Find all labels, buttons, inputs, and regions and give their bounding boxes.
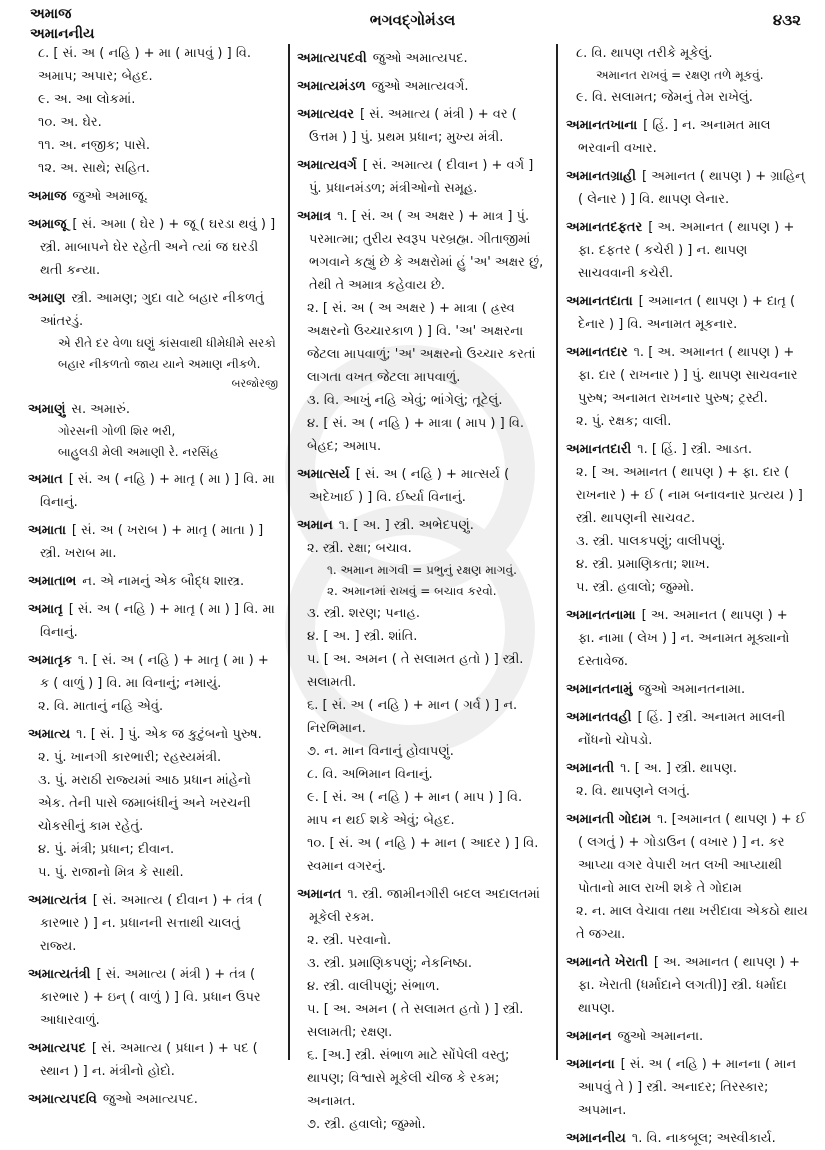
definition-text: ૧. અમાન માગવી = પ્રભુનું રક્ષણ માગવું. — [327, 563, 517, 577]
definition-text: જુઓ અમાત્યવર્ગ. — [371, 79, 469, 94]
headword: અમાત્યપદવિ — [28, 1092, 97, 1107]
dictionary-entry — [566, 604, 808, 673]
dictionary-entry — [28, 598, 278, 644]
dictionary-entry — [297, 75, 545, 98]
definition-text: ૮. [ સં. અ ( નહિ ) + મા ( માપવું ) ] વિ. અમાપ; અપાર; બેહદ. — [38, 46, 252, 84]
column-divider — [556, 44, 558, 1060]
headword: અમાનતે ખેરાતી — [566, 955, 648, 970]
definition-text: ૪. [ અ. ] સ્ત્રી. શાંતિ. — [307, 629, 418, 644]
dictionary-entry — [566, 438, 808, 461]
definition-text: એ રીતે દર વેળા ઘણું કાંસવાથી ધીમેધીમે સરકો બહાર નીકળતો જાય યાને અમાણ નીકળે. — [58, 336, 276, 371]
headword: અમાણ — [28, 291, 66, 306]
definition-text: ગોરસની ગોળી શિર ભરી, — [58, 424, 176, 438]
dictionary-entry — [566, 1127, 808, 1150]
entry-sense — [297, 740, 545, 763]
entry-sense — [566, 461, 808, 530]
headword: અમાત્સર્ય — [297, 467, 350, 482]
entry-sense — [566, 530, 808, 553]
definition-text: બાહુલડી મેલી અમાણી રે. નરસિંહ — [58, 445, 219, 459]
definition-text: ૩. સ્ત્રી. શરણ; પનાહ. — [307, 606, 420, 621]
definition-text: જુઓ અમાનતનામા. — [638, 682, 746, 697]
column-3 — [566, 42, 808, 1150]
definition-text: ૫. [ અ. અમન ( તે સલામત હતો ) ] સ્ત્રી. સલામતી. — [307, 652, 524, 690]
definition-text: જુઓ અમાજૂ. — [72, 189, 148, 204]
definition-text: ૮. વિ. અભિમાન વિનાનું. — [307, 767, 433, 782]
definition-text: [ સં. અમાત્ય ( મંત્રી ) + તંત્ર ( કારભાર ) + ઇન્ ( વાળું ) ] વિ. પ્રધાન ઉપર આધારવાળું. — [40, 967, 261, 1028]
definition-text: ૧. વિ. નાકબૂલ; અસ્વીકાર્ય. — [631, 1131, 776, 1146]
definition-text: સ્ત્રી. આમણ; ગુદા વાટે બહાર નીકળતું આંતરડું. — [40, 291, 264, 329]
definition-text: ૨. સ્ત્રી. પરવાનો. — [307, 933, 392, 948]
dictionary-entry — [28, 889, 278, 958]
definition-text: ૬. [ સં. અ ( નહિ ) + માન ( ગર્વ ) ] ન. નિરભિમાન. — [307, 698, 518, 736]
dictionary-entry — [566, 290, 808, 336]
entry-sense — [28, 746, 278, 769]
dictionary-entry — [566, 165, 808, 211]
headword: અમાનતનામું — [566, 682, 633, 697]
dictionary-entry — [28, 468, 278, 514]
definition-text: ૩. પું. મરાઠી રાજ્યમાં આઠ પ્રધાન માંહેનો એક. તેની પાસે જમાબંધીનું અને ખરચની ચોકસીનું કામ રહેતું. — [38, 773, 251, 834]
headword: અમાણું — [28, 402, 66, 417]
dictionary-entry — [28, 649, 278, 695]
headword: અમાન — [297, 518, 333, 533]
definition-text: ૧. [ અ. ] સ્ત્રી. થાપણ. — [620, 761, 737, 776]
entry-sense — [28, 111, 278, 134]
definition-text: જુઓ અમાત્યપદ. — [102, 1092, 198, 1107]
definition-text: ૨. [ અ. અમાનત ( થાપણ ) + ફા. દાર ( રાખનાર ) + ઈ ( નામ બનાવનાર પ્રત્યય ) ] સ્ત્રી. થાપણની સાચવટ. — [576, 465, 803, 526]
dictionary-entry — [566, 114, 808, 160]
headword: અમાત — [28, 472, 63, 487]
definition-text: ૧. [ અ. અમાનત ( થાપણ ) + ફા. દાર ( રાખનાર ) ] પું. થાપણ સાચવનાર પુરુષ; અનામત રાખનાર પુરુષ; ટ્રસ્ટી. — [578, 345, 798, 406]
dictionary-entry — [28, 287, 278, 333]
headword: અમાનતનામા — [566, 608, 636, 623]
entry-sense — [297, 625, 545, 648]
definition-text: [ સં. અ ( નહિ ) + માત્સર્ય ( અદેખાઈ ) ] વિ. ઈર્ષ્યા વિનાનું. — [309, 467, 510, 505]
definition-text: ૨. ન. માલ વેચાવા તથા ખરીદાવા એકઠો થાય તે જગ્યા. — [576, 904, 808, 942]
entry-sense — [297, 1113, 545, 1136]
entry-sense — [566, 553, 808, 576]
column-2 — [297, 42, 545, 1136]
entry-sense — [566, 900, 808, 946]
dictionary-entry — [28, 570, 278, 593]
definition-text: ૨. વિ. માતાનું નહિ એવું. — [38, 699, 164, 714]
dictionary-entry — [297, 103, 545, 149]
definition-text: [ અમાનત ( થાપણ ) + દાતૃ ( દેનાર ) ] વિ. અનામત મૂકનાર. — [578, 294, 796, 332]
dictionary-entry — [297, 463, 545, 509]
dictionary-entry — [566, 1025, 808, 1048]
entry-sense — [297, 297, 545, 389]
definition-text: સ. અમારું. — [71, 402, 130, 417]
entry-sense — [28, 157, 278, 180]
headword: અમાનતદારી — [566, 442, 632, 457]
dictionary-entry — [566, 951, 808, 1020]
definition-text: ૨. પું. રક્ષક; વાલી. — [576, 414, 672, 429]
headword: અમાનતદાર — [566, 345, 628, 360]
headword: અમાત્ય — [28, 727, 71, 742]
definition-text: ૪. સ્ત્રી. વાલીપણું; સંભાળ. — [307, 979, 440, 994]
entry-sense — [297, 786, 545, 832]
headword: અમાત્યતંત્ર — [28, 893, 87, 908]
headword: અમાનતી — [566, 761, 615, 776]
definition-text: [ સં. અમાત્ય ( પ્રધાન ) + પદ ( સ્થાન ) ] ન. મંત્રીનો હોદો. — [40, 1041, 258, 1079]
headword: અમાનતખાના — [566, 118, 638, 133]
usage-quote — [297, 560, 545, 581]
entry-sense — [297, 763, 545, 786]
dictionary-entry — [297, 47, 545, 70]
definition-text: [ સં. અ ( નહિ ) + માતૃ ( મા ) ] વિ. મા વિનાનું. — [40, 602, 275, 640]
definition-text: [ સં. અમાત્ય ( દીવાન ) + તંત્ર ( કારભાર ) ] ન. પ્રધાનની સત્તાથી ચાલતું રાજ્ય. — [40, 893, 263, 954]
definition-text: ૧૦. [ સં. અ ( નહિ ) + માન ( આદર ) ] વિ. સ્વમાન વગરનું. — [307, 836, 539, 874]
definition-text: ૨. અમાનમાં રાખવું = બચાવ કરવો. — [327, 584, 497, 598]
entry-sense — [566, 780, 808, 803]
definition-text: ૧. [ સં. ] પું. એક જ કુટુંબનો પુરુષ. — [76, 727, 262, 742]
entry-sense — [28, 695, 278, 718]
definition-text: ૪. પું. મંત્રી; પ્રધાન; દીવાન. — [38, 842, 175, 857]
headword: અમાનન — [566, 1029, 612, 1044]
definition-text: ૧. [ અ. ] સ્ત્રી. અભેદપણું. — [338, 518, 474, 533]
headword: અમાતૃ — [28, 602, 63, 617]
definition-text: ૫. સ્ત્રી. હવાલો; જુમ્મો. — [576, 580, 695, 595]
entry-sense — [28, 134, 278, 157]
headword: અમાતા — [28, 523, 66, 538]
entry-sense — [297, 929, 545, 952]
headword: અમાનતવહી — [566, 710, 632, 725]
headword: અમાત્યવર — [297, 107, 354, 122]
dictionary-entry — [566, 706, 808, 752]
definition-text: અમાનત રાખવું = રક્ષણ તળે મૂકવું. — [596, 68, 764, 82]
definition-text: ૨. સ્ત્રી. રક્ષા; બચાવ. — [307, 541, 412, 556]
headword: અમાનતગ્રાહી — [566, 169, 637, 184]
entry-sense — [297, 602, 545, 625]
dictionary-entry — [28, 723, 278, 746]
usage-quote — [28, 442, 278, 463]
definition-text: ૧. સ્ત્રી. જામીનગીરી બદલ અદાલતમાં મૂકેલી રકમ. — [309, 887, 540, 925]
dictionary-entry — [297, 514, 545, 537]
definition-text: જુઓ અમાત્યપદ. — [372, 51, 468, 66]
entry-sense — [297, 537, 545, 560]
definition-text: ૨. [ સં. અ ( અ અક્ષર ) + માત્રા ( હ્રસ્વ અક્ષરનો ઉચ્ચારકાળ ) ] વિ. 'અ' અક્ષરના જેટલા માપવાળું; 'અ' અક્ષરનો ઉચ્ચાર કરતાં લાગતા વખત જેટલા માપવાળું. — [307, 301, 536, 385]
definition-text: [ સં. અ ( નહિ ) + માતૃ ( મા ) ] વિ. મા વિનાનું. — [40, 472, 275, 510]
entry-sense — [28, 42, 278, 88]
dictionary-entry — [28, 519, 278, 565]
headword: અમાત્યવર્ગ — [297, 158, 357, 173]
headword: અમાત્યપદ — [28, 1041, 86, 1056]
definition-text: ૬. [અ.] સ્ત્રી. સંભાળ માટે સોંપેલી વસ્તુ; થાપણ; વિશ્વાસે મૂકેલી ચીજ કે રકમ; અનામત. — [307, 1048, 510, 1109]
dictionary-entry — [28, 1037, 278, 1083]
entry-sense — [28, 769, 278, 838]
entry-sense — [297, 648, 545, 694]
dictionary-entry — [297, 205, 545, 297]
definition-text: બરજોરજી — [231, 377, 278, 390]
dictionary-entry — [566, 678, 808, 701]
guide-word-last: અમાનનીય — [30, 26, 95, 42]
book-title: ભગવદ્ગોમંડલ — [369, 11, 456, 29]
column-divider — [288, 44, 290, 1060]
dictionary-entry — [28, 213, 278, 282]
definition-text: ૩. સ્ત્રી. પ્રમાણિકપણું; નેકનિષ્ઠા. — [307, 956, 473, 971]
entry-sense — [297, 998, 545, 1044]
definition-text: ૯. વિ. સલામત; જેમનું તેમ રાખેલું. — [576, 90, 753, 105]
headword: અમાત્યપદવી — [297, 51, 367, 66]
dictionary-entry — [566, 341, 808, 410]
dictionary-entry — [566, 1053, 808, 1122]
definition-text: ૧૧. અ. નજીક; પાસે. — [38, 138, 151, 153]
definition-text: [ અ. અમાનત ( થાપણ ) + ફા. દફતર ( કચેરી ) ] ન. થાપણ સાચવવાની કચેરી. — [578, 220, 795, 281]
guide-word-first: અમાજ — [30, 6, 72, 22]
headword: અમાજ — [28, 189, 67, 204]
dictionary-entry — [297, 883, 545, 929]
definition-text: ૨. પું. ખાનગી કારભારી; રહસ્યમંત્રી. — [38, 750, 222, 765]
definition-text: ૩. વિ. આખું નહિ એવું; ભાંગેલું; તૂટેલું. — [307, 393, 503, 408]
definition-text: [ હિં. ] ન. અનામત માલ ભરવાની વખાર. — [578, 118, 771, 156]
dictionary-entry — [566, 808, 808, 900]
definition-text: [ સં. અ ( નહિ ) + માનના ( માન આપવું તે ) ] સ્ત્રી. અનાદર; તિરસ્કાર; અપમાન. — [578, 1057, 797, 1118]
dictionary-entry — [28, 963, 278, 1032]
dictionary-entry — [28, 185, 278, 208]
dictionary-entry — [28, 398, 278, 421]
headword: અમાનના — [566, 1057, 615, 1072]
dictionary-entry — [297, 154, 545, 200]
definition-text: [ અ. અમાનત ( થાપણ ) + ફા. ખેરાતી (ધર્માદાને લગતી)] સ્ત્રી. ધર્માદા થાપણ. — [578, 955, 800, 1016]
usage-quote — [297, 581, 545, 602]
page-number: ૪૩૨ — [772, 11, 801, 29]
definition-text: ૧. [અમાનત ( થાપણ ) + ઈ ( લગતું ) + ગોડાઉન ( વખાર ) ] ન. કર આપ્યા વગર વેપારી ખત લખી આપ્યાથી પોતાનો માલ રાખી શકે તે ગોદામ — [578, 812, 806, 896]
entry-sense — [28, 861, 278, 884]
headword: અમાજૂ — [28, 217, 67, 232]
headword: અમાત્યમંડળ — [297, 79, 366, 94]
headword: અમાતૃક — [28, 653, 72, 668]
entry-sense — [566, 86, 808, 109]
entry-sense — [28, 838, 278, 861]
usage-quote — [28, 421, 278, 442]
definition-text: ૩. સ્ત્રી. પાલકપણું; વાલીપણું. — [576, 534, 726, 549]
definition-text: ૧૨. અ. સાથે; સહિત. — [38, 161, 150, 176]
entry-sense — [28, 88, 278, 111]
definition-text: ૭. ન. માન વિનાનું હોવાપણું. — [307, 744, 454, 759]
definition-text: ૫. પું. રાજાનો મિત્ર કે સાથી. — [38, 865, 184, 880]
headword: અમાનત — [297, 887, 342, 902]
entry-sense — [297, 389, 545, 412]
definition-text: ૧. [ હિં. ] સ્ત્રી. આડત. — [637, 442, 752, 457]
entry-sense — [297, 975, 545, 998]
usage-quote — [28, 333, 278, 375]
definition-text: ૧. [ સં. અ ( અ અક્ષર ) + માત્ર ] પું. પરમાત્મા; તુરીય સ્વરૂપ પરબ્રહ્મ. ગીતાજીમાં ભગવાને કહ્યું છે કે અક્ષરોમાં હું 'અ' અક્ષર છું, તેથી તે અમાત્ર કહેવાય છે. — [309, 209, 544, 293]
column-1 — [28, 42, 278, 1111]
entry-sense — [297, 1044, 545, 1113]
definition-text: [ સં. અમા ( ઘેર ) + જૂ ( ઘરડા થવું ) ] સ્ત્રી. માબાપને ઘેર રહેતી અને ત્યાં જ ઘરડી થતી કન્યા. — [40, 217, 276, 278]
headword: અમાનતી ગોદામ — [566, 812, 651, 827]
entry-sense — [297, 412, 545, 458]
definition-text: [ અમાનત ( થાપણ ) + ગ્રાહિન્ ( લેનાર ) ] વિ. થાપણ લેનાર. — [578, 169, 805, 207]
definition-text: [ હિં. ] સ્ત્રી. અનામત માલની નોંધનો ચોપડો. — [578, 710, 786, 748]
entry-sense — [297, 694, 545, 740]
definition-text: ૫. [ અ. અમન ( તે સલામત હતો ) ] સ્ત્રી. સલામતી; રક્ષણ. — [307, 1002, 524, 1040]
quote-source — [28, 375, 278, 393]
definition-text: ૧. [ સં. અ ( નહિ ) + માતૃ ( મા ) + ક ( વાળું ) ] વિ. મા વિનાનું; નમાયું. — [40, 653, 269, 691]
entry-sense — [566, 576, 808, 599]
definition-text: ૭. સ્ત્રી. હવાલો; જુમ્મો. — [307, 1117, 426, 1132]
headword: અમાતાભ — [28, 574, 77, 589]
headword: અમાત્યતંત્રી — [28, 967, 91, 982]
definition-text: [ સં. અમાત્ય ( દીવાન ) + વર્ગ ] પું. પ્રધાનમંડળ; મંત્રીઓનો સમૂહ. — [309, 158, 534, 196]
definition-text: ૧૦. અ. ઘેર. — [38, 115, 102, 130]
definition-text: ૯. અ. આ લોકમાં. — [38, 92, 136, 107]
definition-text: ૪. [ સં. અ ( નહિ ) + માત્રા ( માપ ) ] વિ. બેહદ; અમાપ. — [307, 416, 524, 454]
headword: અમાનતદાતા — [566, 294, 633, 309]
definition-text: ન. એ નામનું એક બૌદ્ધ શાસ્ત્ર. — [82, 574, 245, 589]
definition-text: ૮. વિ. થાપણ તરીકે મૂકેલું. — [576, 46, 713, 61]
entry-sense — [566, 410, 808, 433]
entry-sense — [566, 42, 808, 65]
usage-quote — [566, 65, 808, 86]
headword: અમાત્ર — [297, 209, 332, 224]
dictionary-entry — [28, 1088, 278, 1111]
entry-sense — [297, 832, 545, 878]
definition-text: [ અ. અમાનત ( થાપણ ) + ફા. નામા ( લેખ ) ] ન. અનામત મૂક્યાનો દસ્તાવેજ. — [578, 608, 790, 669]
definition-text: ૨. વિ. થાપણને લગતું. — [576, 784, 691, 799]
dictionary-entry — [566, 216, 808, 285]
definition-text: જુઓ અમાનના. — [617, 1029, 704, 1044]
headword: અમાનતદફતર — [566, 220, 643, 235]
definition-text: [ સં. અ ( ખરાબ ) + માતૃ ( માતા ) ] સ્ત્રી. ખરાબ મા. — [40, 523, 264, 561]
entry-sense — [297, 952, 545, 975]
definition-text: ૯. [ સં. અ ( નહિ ) + માન ( માપ ) ] વિ. માપ ન થઈ શકે એવું; બેહદ. — [307, 790, 523, 828]
definition-text: [ સં. અમાત્ય ( મંત્રી ) + વર ( ઉત્તમ ) ] પું. પ્રથમ પ્રધાન; મુખ્ય મંત્રી. — [309, 107, 517, 145]
definition-text: ૪. સ્ત્રી. પ્રમાણિકતા; શાખ. — [576, 557, 710, 572]
dictionary-entry — [566, 757, 808, 780]
headword: અમાનનીય — [566, 1131, 626, 1146]
